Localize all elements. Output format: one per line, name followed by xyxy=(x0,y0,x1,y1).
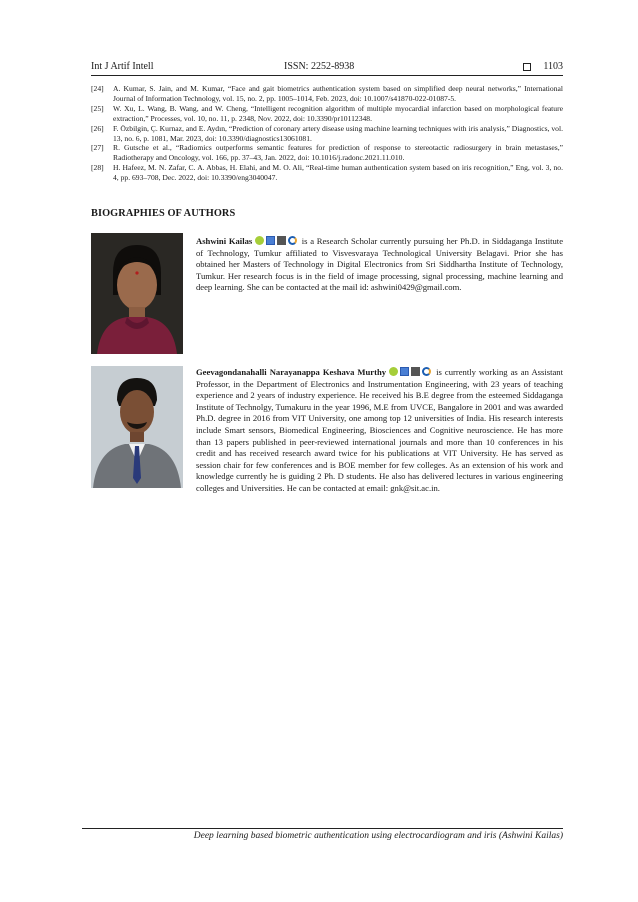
scholar-icon[interactable] xyxy=(400,367,409,376)
reference-text: A. Kumar, S. Jain, and M. Kumar, “Face and gait biometrics authentication system based on simplified deep neural networks,” International Journal of Information Technology, vol. 15, no. 2, pp. 1005–1014, Feb. 2023, doi: 10.1007/s41870-022-01087-5. xyxy=(113,84,563,103)
reference-number: [26] xyxy=(91,123,104,133)
reference-item xyxy=(91,104,563,124)
issn: ISSN: 2252-8938 xyxy=(284,61,355,72)
reference-text: R. Gutsche et al., “Radiomics outperforms semantic features for prediction of response to stereotactic radiosurgery in brain metastases,” Radiotherapy and Oncology, vol. 166, pp. 37–43, Jan. 2022, doi: 10.1016/j.radonc.2021.11.010. xyxy=(113,143,563,163)
reference-number: [25] xyxy=(91,103,104,113)
checkbox-square-icon xyxy=(523,63,531,71)
author-portrait-image xyxy=(91,366,183,488)
reference-item xyxy=(91,124,563,144)
reference-number: [27] xyxy=(91,143,104,153)
author-name: Geevagondanahalli Narayanappa Keshava Murthy xyxy=(196,367,387,377)
running-footer: Deep learning based biometric authentication using electrocardiogram and iris (Ashwini Kailas) xyxy=(193,831,563,841)
page-number-group xyxy=(523,60,563,74)
reference-number: [28] xyxy=(91,163,104,173)
reference-list xyxy=(91,84,563,183)
reference-text: W. Xu, L. Wang, B. Wang, and W. Cheng, “Intelligent recognition algorithm of multiple myocardial infarction based on morphological feature extraction,” Processes, vol. 10, no. 11, p. 2348, Nov. 2022, doi: 10.3390/pr10112348. xyxy=(113,103,563,123)
author-name: Ashwini Kailas xyxy=(196,236,253,246)
author-bio-2 xyxy=(196,367,563,495)
scholar-icon[interactable] xyxy=(266,236,275,245)
author-bio-text: is currently working as an Assistant Professor, in the Department of Electronics and Instrumentation Engineering, with 23 years of teaching experience and 2 years of industry experience. He received his B.E degree from the esteemed Siddaganga Institute of Technolgy, Tumakuru in the year 1996, M.E from UVCE, Bangalore in 2001 and was awarded Ph.D. degree in 2016 from VIT University, one among top 12 universities of India. His research interests include Smart sensors, Biomedical Engineering, Biosciences and Cognitive neuroscience. He has more than 13 papers published in peer-reviewed international journals and more than 10 conferences in his credit and has received research award twice for his publications at VIT University. He has served as session chair for few conferences and is BOE member for few colleges. As an extension of his work and knowledge currently he is guiding 2 Ph. D students. He also has delivered lectures in various engineering colleges and Universities. He can be contacted at email: gnk@sit.ac.in. xyxy=(196,367,563,493)
journal-name: Int J Artif Intell xyxy=(91,61,154,72)
reference-item xyxy=(91,163,563,183)
reference-text: H. Hafeez, M. N. Zafar, C. A. Abbas, H. Elahi, and M. O. Ali, “Real-time human authentication system based on iris recognition,” Eng, vol. 3, no. 4, pp. 693–708, Dec. 2022, doi: 10.3390/eng3040047. xyxy=(113,163,563,183)
author-bio-text: is a Research Scholar currently pursuing her Ph.D. in Siddaganga Institute of Technology, Tumkur affiliated to Visvesvaraya Technological University Belagavi. Prior she has obtained her Masters of Technology in Digital Electronics from Sri Siddhartha Institute of Technology, Tumkur. Her research focus is in the field of image processing, signal processing, machine learning and deep learning. She can be contacted at the mail id: ashwini0429@gmail.com. xyxy=(196,236,564,293)
reference-number: [24] xyxy=(91,84,104,93)
scopus-icon[interactable] xyxy=(277,236,286,245)
author-photo-1 xyxy=(91,233,183,354)
orcid-icon[interactable] xyxy=(389,367,398,376)
header-rule xyxy=(91,75,563,76)
publons-icon[interactable] xyxy=(422,367,431,376)
reference-text: F. Özbilgin, Ç. Kurnaz, and E. Aydın, “Prediction of coronary artery disease using machine learning techniques with iris analysis,” Diagnostics, vol. 13, no. 6, p. 1081, Mar. 2023, doi: 10.3390/diagnostics13061081. xyxy=(113,123,563,143)
footer-rule xyxy=(82,828,563,829)
reference-item xyxy=(91,84,563,104)
orcid-icon[interactable] xyxy=(255,236,264,245)
publons-icon[interactable] xyxy=(288,236,297,245)
scopus-icon[interactable] xyxy=(411,367,420,376)
author-photo-2 xyxy=(91,366,183,488)
author-bio-1 xyxy=(196,236,563,294)
running-header xyxy=(91,60,563,74)
author-portrait-image xyxy=(91,233,183,354)
section-title: BIOGRAPHIES OF AUTHORS xyxy=(91,208,236,219)
page-number: 1103 xyxy=(543,61,563,72)
reference-item xyxy=(91,143,563,163)
